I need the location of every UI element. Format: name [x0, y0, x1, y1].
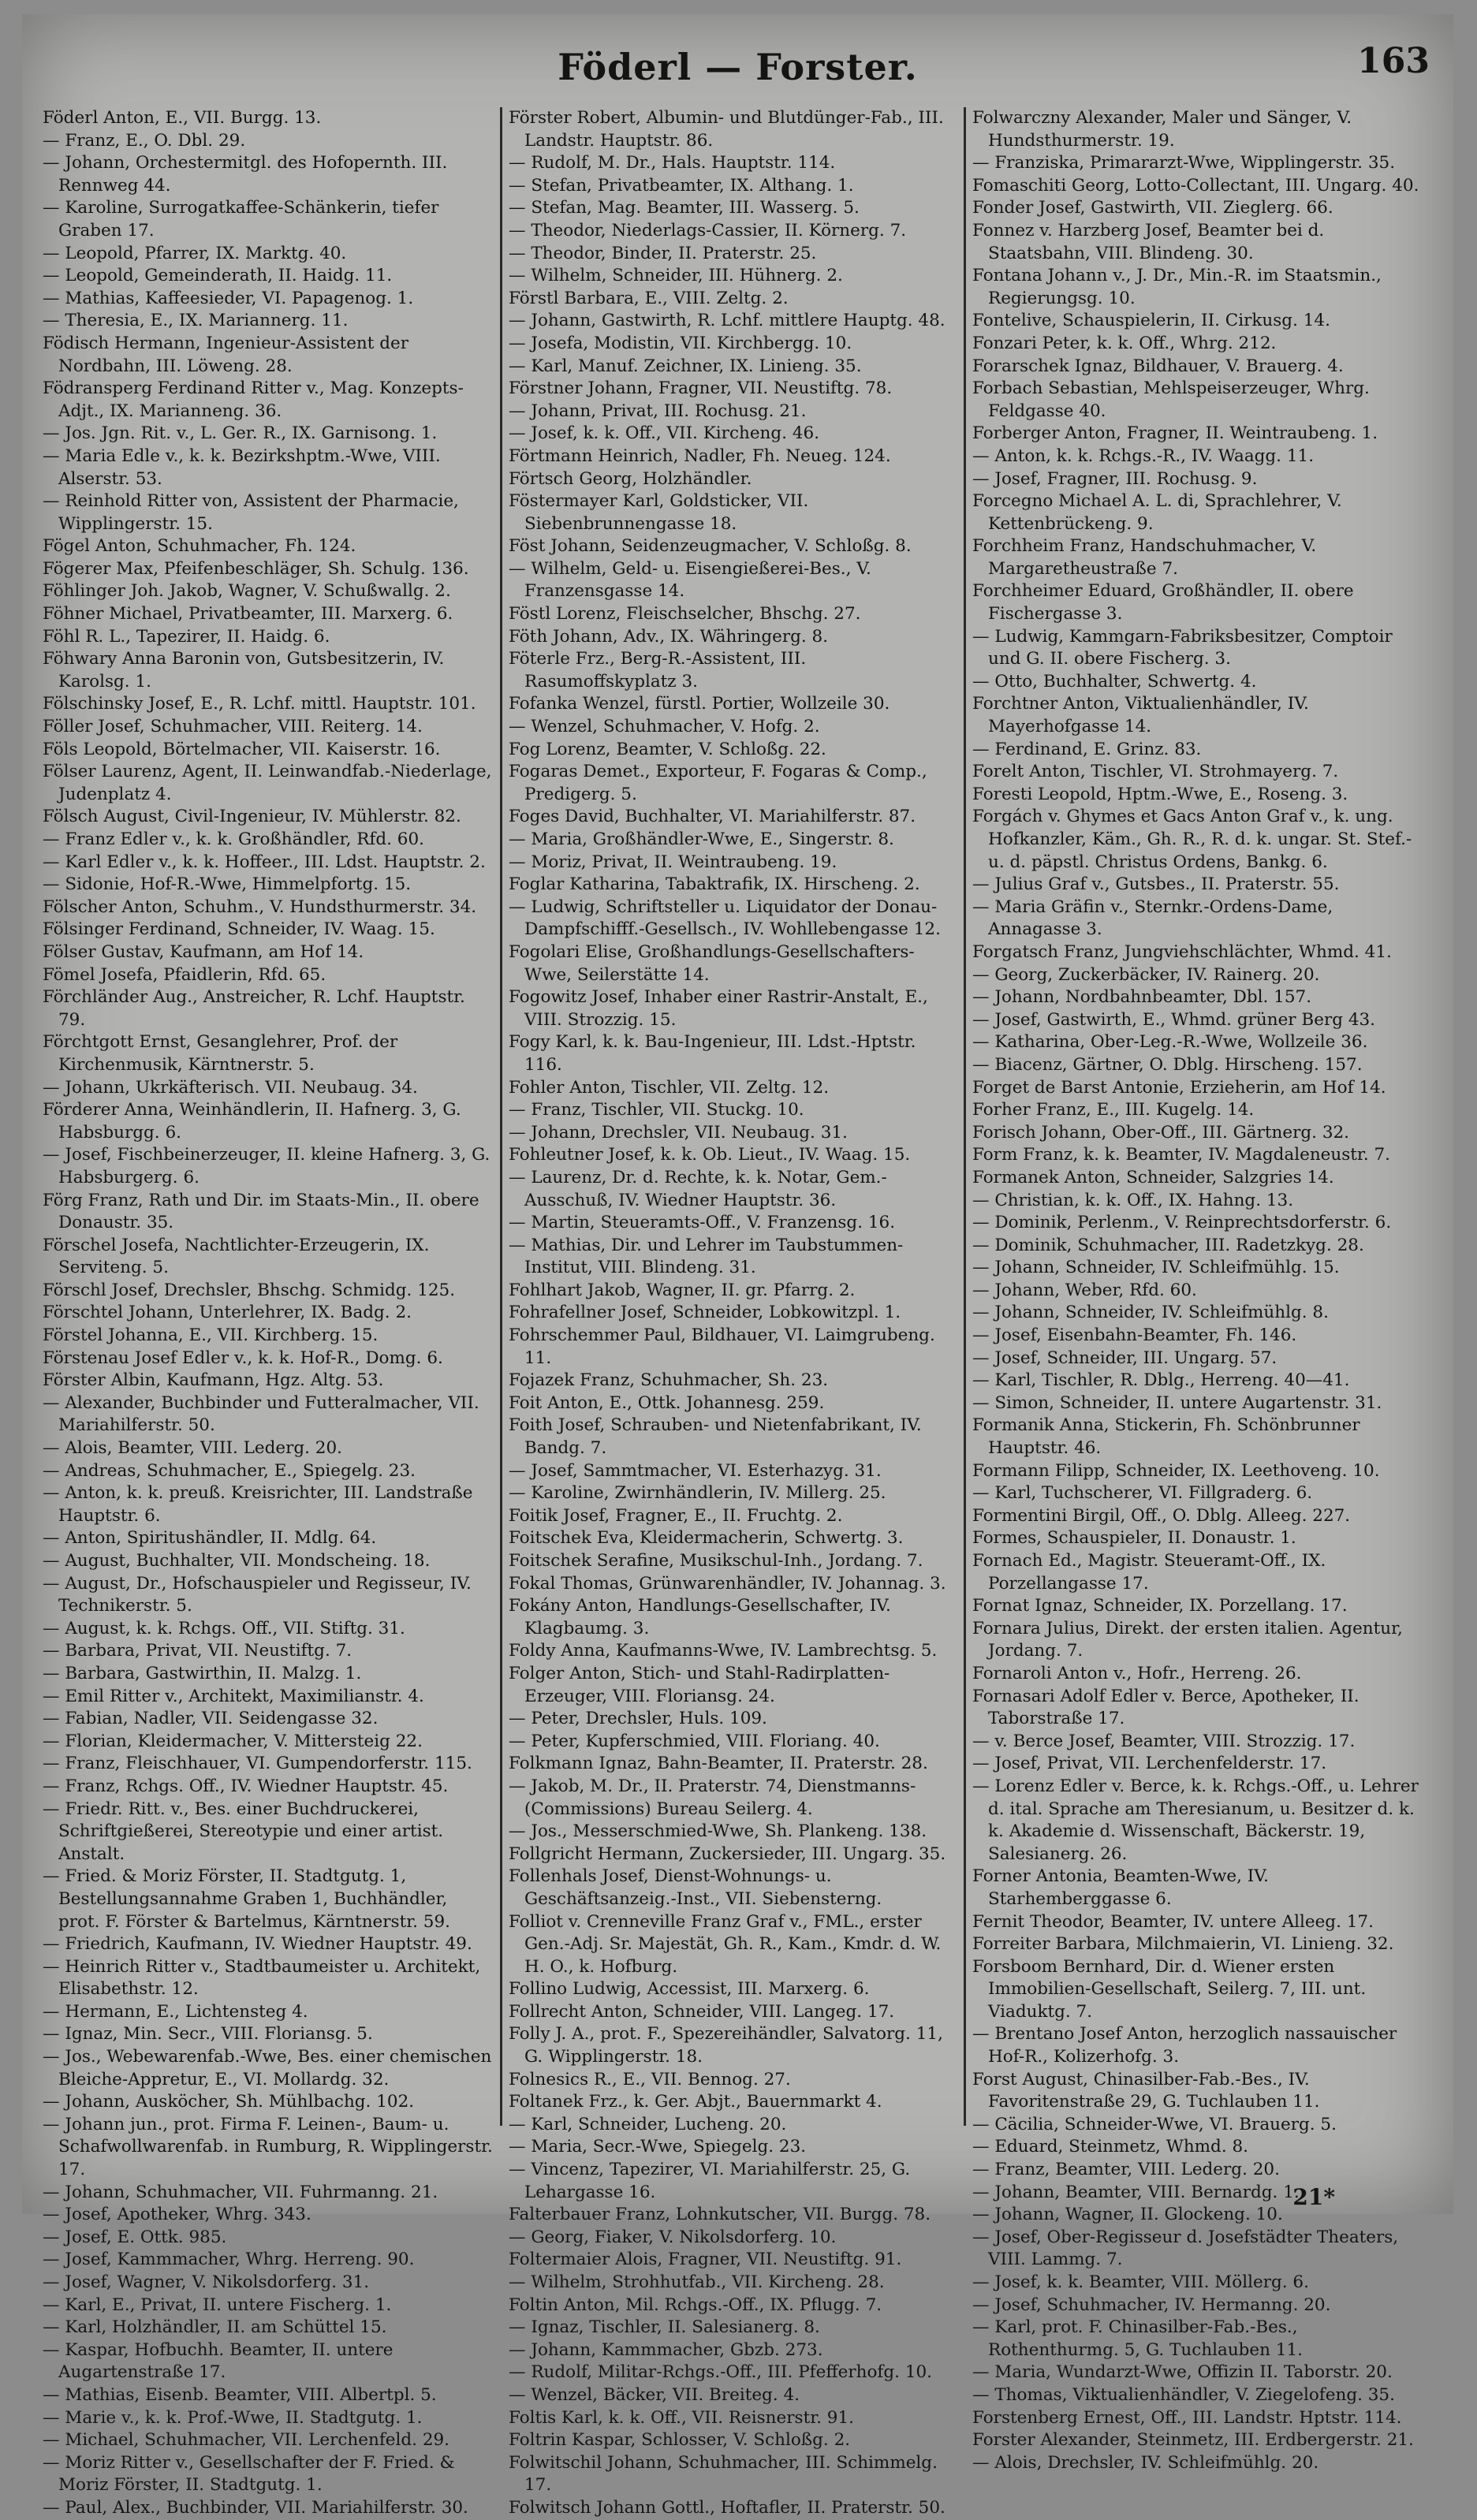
directory-entry: — Johann, Gastwirth, R. Lchf. mittlere Hauptg. 48. — [509, 311, 946, 331]
directory-entry: Forsboom Bernhard, Dir. d. Wiener ersten Immobilien-Gesellschaft, Seilerg. 7, III. unt. Viaduktg. 7. — [972, 1956, 1367, 2022]
directory-entry: Fogy Karl, k. k. Bau-Ingenieur, III. Ldst.-Hptstr. 116. — [509, 1032, 916, 1075]
directory-entry: Fömel Josefa, Pfaidlerin, Rfd. 65. — [43, 964, 326, 985]
directory-entry: Förstl Barbara, E., VIII. Zeltg. 2. — [509, 288, 789, 308]
directory-entry: — Leopold, Pfarrer, IX. Marktg. 40. — [43, 243, 347, 263]
directory-entry: Föterle Frz., Berg-R.-Assistent, III. Rasumoffskyplatz 3. — [509, 649, 807, 692]
directory-entry: — Stefan, Privatbeamter, IX. Althang. 1. — [509, 175, 854, 196]
directory-entry: — Josef, Schuhmacher, IV. Hermanng. 20. — [972, 2294, 1331, 2315]
directory-entry: — Johann, Schneider, IV. Schleifmühlg. 15. — [972, 1258, 1340, 1278]
page-title: Föderl — Forster. — [558, 46, 918, 88]
directory-entry: — Karl, Tuchscherer, VI. Fillgraderg. 6. — [972, 1483, 1313, 1504]
column-left — [36, 107, 500, 2518]
directory-entry: Forcegno Michael A. L. di, Sprachlehrer, V. Kettenbrückeng. 9. — [972, 491, 1342, 534]
directory-entry: Föst Johann, Seidenzeugmacher, V. Schloßg. 8. — [509, 536, 912, 557]
directory-entry: Foit Anton, E., Ottk. Johannesg. 259. — [509, 1392, 825, 1413]
directory-entry: — Jos., Messerschmied-Wwe, Sh. Plankeng. 138. — [509, 1821, 927, 1842]
directory-entry: — Friedr. Ritt. v., Bes. einer Buchdruckerei, Schriftgießerei, Stereotypie und einer artist. Anstalt. — [43, 1799, 444, 1864]
directory-entry: Föhl R. L., Tapezirer, II. Haidg. 6. — [43, 626, 330, 647]
directory-entry: Forchheim Franz, Handschuhmacher, V. Margaretheustraße 7. — [972, 536, 1317, 579]
directory-entry: Föhwary Anna Baronin von, Gutsbesitzerin, IV. Karolsg. 1. — [43, 649, 445, 692]
directory-entry: — Johann, Ausköcher, Sh. Mühlbachg. 102. — [43, 2092, 415, 2112]
directory-entry: Forisch Johann, Ober-Off., III. Gärtnerg. 32. — [972, 1122, 1350, 1143]
directory-entry: Foltanek Frz., k. Ger. Abjt., Bauernmarkt 4. — [509, 2092, 882, 2112]
directory-entry: — Paul, Alex., Buchbinder, VII. Mariahilferstr. 30. — [43, 2497, 468, 2518]
directory-entry: Föderl Anton, E., VII. Burgg. 13. — [43, 108, 322, 128]
directory-entry: — v. Berce Josef, Beamter, VIII. Strozzig. 17. — [972, 1731, 1356, 1751]
directory-entry: Förster Albin, Kaufmann, Hgz. Altg. 53. — [43, 1370, 384, 1391]
directory-entry: Follgricht Hermann, Zuckersieder, III. Ungarg. 35. — [509, 1843, 946, 1864]
directory-entry: — Johann, Drechsler, VII. Neubaug. 31. — [509, 1122, 848, 1143]
directory-entry: — Fried. & Moriz Förster, II. Stadtgutg. 1, Bestellungsannahme Graben 1, Buchhändler, prot. F. Förster & Bartelmus, Kärntnerstr. 59. — [43, 1866, 450, 1932]
directory-entry: Forster Alexander, Steinmetz, III. Erdbergerstr. 21. — [972, 2430, 1414, 2451]
directory-entry: — Karl, Schneider, Lucheng. 20. — [509, 2114, 787, 2134]
directory-entry: — Theodor, Binder, II. Praterstr. 25. — [509, 243, 817, 263]
directory-entry: — Josef, Ober-Regisseur d. Josefstädter Theaters, VIII. Lammg. 7. — [972, 2227, 1399, 2270]
directory-entry: — Peter, Kupferschmied, VIII. Floriang. 40. — [509, 1731, 880, 1751]
directory-entry: Fohlhart Jakob, Wagner, II. gr. Pfarrg. 2. — [509, 1280, 856, 1300]
directory-entry: Förg Franz, Rath und Dir. im Staats-Min., II. obere Donaustr. 35. — [43, 1190, 479, 1233]
directory-entry: Foitschek Serafine, Musikschul-Inh., Jordang. 7. — [509, 1551, 923, 1571]
directory-entry: Folnesics R., E., VII. Bennog. 27. — [509, 2069, 791, 2089]
directory-entry: — Theresia, E., IX. Mariannerg. 11. — [43, 311, 349, 331]
directory-entry: — Friedrich, Kaufmann, IV. Wiedner Hauptstr. 49. — [43, 1934, 472, 1955]
directory-entry: — Andreas, Schuhmacher, E., Spiegelg. 23. — [43, 1460, 416, 1481]
directory-entry: — Karl, Tischler, R. Dblg., Herreng. 40—41. — [972, 1370, 1350, 1391]
directory-entry: — Maria Gräfin v., Sternkr.-Ordens-Dame, Annagasse 3. — [972, 897, 1333, 940]
directory-entry: Forelt Anton, Tischler, VI. Strohmayerg. 7. — [972, 762, 1339, 782]
directory-entry: — Johann, Orchestermitgl. des Hofopernth. III. Rennweg 44. — [43, 153, 448, 196]
directory-entry: — Karl, E., Privat, II. untere Fischerg. 1. — [43, 2294, 392, 2315]
directory-entry: Fölscher Anton, Schuhm., V. Hundsthurmerstr. 34. — [43, 897, 477, 917]
directory-entry: Förderer Anna, Weinhändlerin, II. Hafnerg. 3, G. Habsburgg. 6. — [43, 1100, 461, 1143]
directory-columns — [36, 107, 1440, 2518]
directory-entry: — Alexander, Buchbinder und Futteralmacher, VII. Mariahilferstr. 50. — [43, 1392, 479, 1436]
directory-entry: — Hermann, E., Lichtensteg 4. — [43, 2001, 308, 2022]
directory-entry: — Franz, E., O. Dbl. 29. — [43, 130, 246, 151]
directory-entry: — Barbara, Privat, VII. Neustiftg. 7. — [43, 1641, 352, 1661]
directory-entry: Folwarczny Alexander, Maler und Sänger, V. Hundsthurmerstr. 19. — [972, 108, 1352, 151]
directory-entry: Föhlinger Joh. Jakob, Wagner, V. Schußwallg. 2. — [43, 581, 451, 602]
directory-entry: — Ignaz, Tischler, II. Salesianerg. 8. — [509, 2317, 820, 2338]
directory-entry: — Moriz Ritter v., Gesellschafter der F. Fried. & Moriz Förster, II. Stadtgutg. 1. — [43, 2452, 455, 2496]
directory-entry: — Karl, prot. F. Chinasilber-Fab.-Bes., Rothenthurmg. 5, G. Tuchlauben 11. — [972, 2317, 1304, 2360]
directory-entry: Fölser Laurenz, Agent, II. Leinwandfab.-Niederlage, Judenplatz 4. — [43, 762, 492, 804]
directory-entry: — Michael, Schuhmacher, VII. Lerchenfeld. 29. — [43, 2430, 450, 2451]
directory-entry: — Julius Graf v., Gutsbes., II. Praterstr. 55. — [972, 874, 1340, 895]
directory-entry: — Maria, Großhändler-Wwe, E., Singerstr. 8. — [509, 829, 894, 849]
directory-entry: Fornach Ed., Magistr. Steueramt-Off., IX. Porzellangasse 17. — [972, 1551, 1326, 1594]
directory-entry: — Karoline, Surrogatkaffee-Schänkerin, tiefer Graben 17. — [43, 198, 439, 240]
directory-entry: — Maria Edle v., k. k. Bezirkshptm.-Wwe, VIII. Alserstr. 53. — [43, 445, 441, 489]
directory-entry: — Josef, Schneider, III. Ungarg. 57. — [972, 1348, 1277, 1368]
directory-entry: Fornasari Adolf Edler v. Berce, Apotheker, II. Taborstraße 17. — [972, 1686, 1360, 1729]
directory-entry: Falterbauer Franz, Lohnkutscher, VII. Burgg. 78. — [509, 2205, 931, 2225]
directory-entry: — Josef, k. k. Off., VII. Kircheng. 46. — [509, 423, 820, 444]
directory-entry: Formentini Birgil, Off., O. Dblg. Alleeg. 227. — [972, 1505, 1351, 1526]
directory-entry: Foglar Katharina, Tabaktrafik, IX. Hirscheng. 2. — [509, 874, 920, 895]
column-middle — [500, 107, 964, 2518]
directory-entry: — Johann, Ukrkäfterisch. VII. Neubaug. 34. — [43, 1077, 418, 1098]
directory-entry: Fojazek Franz, Schuhmacher, Sh. 23. — [509, 1370, 829, 1391]
directory-entry: Formes, Schauspieler, II. Donaustr. 1. — [972, 1528, 1296, 1549]
directory-entry: Folger Anton, Stich- und Stahl-Radirplatten-Erzeuger, VIII. Floriansg. 24. — [509, 1663, 890, 1706]
directory-entry: Föstermayer Karl, Goldsticker, VII. Siebenbrunnengasse 18. — [509, 491, 809, 534]
directory-entry: Foitik Josef, Fragner, E., II. Fruchtg. 2. — [509, 1505, 843, 1526]
directory-entry: — Dominik, Schuhmacher, III. Radetzkyg. 28. — [972, 1235, 1364, 1255]
directory-entry: — Wilhelm, Strohhutfab., VII. Kircheng. 28. — [509, 2272, 885, 2292]
directory-entry: — Mathias, Dir. und Lehrer im Taubstummen-Institut, VIII. Blindeng. 31. — [509, 1235, 904, 1278]
directory-entry: Förchtgott Ernst, Gesanglehrer, Prof. der Kirchenmusik, Kärntnerstr. 5. — [43, 1032, 398, 1075]
directory-entry: — Jakob, M. Dr., II. Praterstr. 74, Dienstmanns-(Commissions) Bureau Seilerg. 4. — [509, 1776, 916, 1819]
directory-entry: Foith Josef, Schrauben- und Nietenfabrikant, IV. Bandg. 7. — [509, 1415, 922, 1459]
directory-entry: Folwitschil Johann, Schuhmacher, III. Schimmelg. 17. — [509, 2452, 938, 2496]
directory-entry: — Ignaz, Min. Secr., VIII. Floriansg. 5. — [43, 2024, 373, 2045]
directory-entry: Foldy Anna, Kaufmanns-Wwe, IV. Lambrechtsg. 5. — [509, 1641, 938, 1661]
directory-entry: Fohler Anton, Tischler, VII. Zeltg. 12. — [509, 1077, 830, 1098]
directory-entry: — Franz Edler v., k. k. Großhändler, Rfd. 60. — [43, 829, 425, 849]
directory-entry: — Simon, Schneider, II. untere Augartenstr. 31. — [972, 1392, 1382, 1413]
directory-entry: Forgatsch Franz, Jungviehschlächter, Whmd. 41. — [972, 941, 1392, 962]
directory-entry: Föhner Michael, Privatbeamter, III. Marxerg. 6. — [43, 604, 453, 624]
directory-entry: Forchheimer Eduard, Großhändler, II. obere Fischergasse 3. — [972, 581, 1354, 624]
directory-entry: — Johann, Kammmacher, Gbzb. 273. — [509, 2339, 823, 2360]
directory-entry: Fernit Theodor, Beamter, IV. untere Alleeg. 17. — [972, 1911, 1374, 1932]
directory-entry: — Wenzel, Bäcker, VII. Breiteg. 4. — [509, 2384, 800, 2405]
directory-entry: — Moriz, Privat, II. Weintraubeng. 19. — [509, 852, 837, 872]
directory-entry: — Franz, Fleischhauer, VI. Gumpendorferstr. 115. — [43, 1754, 472, 1774]
directory-entry: — Karl Edler v., k. k. Hoffeer., III. Ldst. Hauptstr. 2. — [43, 852, 486, 872]
directory-entry: Fornaroli Anton v., Hofr., Herreng. 26. — [972, 1663, 1302, 1683]
directory-entry: Forstenberg Ernest, Off., III. Landstr. Hptstr. 114. — [972, 2407, 1402, 2428]
directory-entry: — Johann jun., prot. Firma F. Leinen-, Baum- u. Schafwollwarenfab. in Rumburg, R. Wipplingerstr. 17. — [43, 2114, 493, 2180]
directory-entry: — Reinhold Ritter von, Assistent der Pharmacie, Wipplingerstr. 15. — [43, 491, 459, 534]
directory-entry: Fogaras Demet., Exporteur, F. Fogaras & Comp., Predigerg. 5. — [509, 762, 927, 804]
directory-entry: Förtsch Georg, Holzhändler. — [509, 468, 752, 489]
directory-entry: Föth Johann, Adv., IX. Währingerg. 8. — [509, 626, 829, 647]
directory-entry: Födisch Hermann, Ingenieur-Assistent der Nordbahn, III. Löweng. 28. — [43, 333, 409, 376]
directory-entry: — Ferdinand, E. Grinz. 83. — [972, 739, 1202, 759]
directory-entry: Forberger Anton, Fragner, II. Weintraubeng. 1. — [972, 423, 1378, 444]
directory-entry: Fokal Thomas, Grünwarenhändler, IV. Johannag. 3. — [509, 1573, 946, 1594]
directory-entry: — Josef, k. k. Beamter, VIII. Möllerg. 6. — [972, 2272, 1309, 2292]
directory-entry: Fögel Anton, Schuhmacher, Fh. 124. — [43, 536, 356, 557]
directory-entry: — Josef, E. Ottk. 985. — [43, 2227, 227, 2247]
directory-entry: — Franz, Tischler, VII. Stuckg. 10. — [509, 1100, 804, 1120]
directory-entry: Fonnez v. Harzberg Josef, Beamter bei d. Staatsbahn, VIII. Blindeng. 30. — [972, 220, 1325, 263]
directory-entry: — Leopold, Gemeinderath, II. Haidg. 11. — [43, 266, 393, 286]
directory-entry: — August, Buchhalter, VII. Mondscheing. 18. — [43, 1551, 431, 1571]
directory-entry: — Anton, k. k. Rchgs.-R., IV. Waagg. 11. — [972, 445, 1315, 466]
directory-entry: — Brentano Josef Anton, herzoglich nassauischer Hof-R., Kolizerhofg. 3. — [972, 2024, 1397, 2067]
directory-entry: — Johann, Nordbahnbeamter, Dbl. 157. — [972, 987, 1312, 1008]
directory-entry: Forbach Sebastian, Mehlspeiserzeuger, Whrg. Feldgasse 40. — [972, 378, 1370, 421]
directory-page — [22, 14, 1453, 2518]
directory-entry: — Thomas, Viktualienhändler, V. Ziegelofeng. 35. — [972, 2384, 1395, 2405]
directory-entry: Folliot v. Crenneville Franz Graf v., FML., erster Gen.-Adj. Sr. Majestät, Gh. R., Kam., Kmdr. d. W. H. O., k. Hofburg. — [509, 1911, 942, 1977]
directory-entry: — Josef, Apotheker, Whrg. 343. — [43, 2205, 311, 2225]
directory-entry: — Franz, Rchgs. Off., IV. Wiedner Hauptstr. 45. — [43, 1776, 449, 1796]
directory-entry: Fohrschemmer Paul, Bildhauer, VI. Laimgrubeng. 11. — [509, 1325, 935, 1368]
directory-entry: Fölsinger Ferdinand, Schneider, IV. Waag. 15. — [43, 919, 435, 940]
directory-entry: Fohleutner Josef, k. k. Ob. Lieut., IV. Waag. 15. — [509, 1145, 911, 1165]
directory-entry: — Georg, Zuckerbäcker, IV. Rainerg. 20. — [972, 964, 1320, 985]
directory-entry: Fog Lorenz, Beamter, V. Schloßg. 22. — [509, 739, 826, 759]
directory-entry: — Maria, Secr.-Wwe, Spiegelg. 23. — [509, 2137, 807, 2157]
directory-entry: — Josef, Fragner, III. Rochusg. 9. — [972, 468, 1258, 489]
directory-entry: Förstenau Josef Edler v., k. k. Hof-R., Domg. 6. — [43, 1348, 443, 1368]
directory-entry: Forst August, Chinasilber-Fab.-Bes., IV. Favoritenstraße 29, G. Tuchlauben 11. — [972, 2069, 1320, 2112]
directory-entry: Formanek Anton, Schneider, Salzgries 14. — [972, 1167, 1334, 1187]
directory-entry: — August, Dr., Hofschauspieler und Regisseur, IV. Technikerstr. 5. — [43, 1573, 472, 1616]
directory-entry: — Johann, Weber, Rfd. 60. — [972, 1280, 1197, 1300]
directory-entry: — Maria, Wundarzt-Wwe, Offizin II. Taborstr. 20. — [972, 2362, 1393, 2383]
directory-entry: Fokány Anton, Handlungs-Gesellschafter, IV. Klagbaumg. 3. — [509, 1596, 891, 1638]
directory-entry: Fögerer Max, Pfeifenbeschläger, Sh. Schulg. 136. — [43, 558, 469, 579]
directory-entry: Fölsch August, Civil-Ingenieur, IV. Mühlerstr. 82. — [43, 807, 461, 827]
directory-entry: — Stefan, Mag. Beamter, III. Wasserg. 5. — [509, 198, 860, 218]
directory-entry: Fontelive, Schauspielerin, II. Cirkusg. 14. — [972, 311, 1330, 331]
directory-entry: — Martin, Steueramts-Off., V. Franzensg. 16. — [509, 1213, 896, 1233]
directory-entry: Folkmann Ignaz, Bahn-Beamter, II. Praterstr. 28. — [509, 1754, 928, 1774]
directory-entry: Follrecht Anton, Schneider, VIII. Langeg. 17. — [509, 2001, 895, 2022]
directory-entry: — Otto, Buchhalter, Schwertg. 4. — [972, 671, 1257, 692]
directory-entry: Folwitsch Johann Gottl., Hoftafler, II. Praterstr. 50. — [509, 2497, 946, 2518]
directory-entry: Föstl Lorenz, Fleischselcher, Bhschg. 27. — [509, 604, 861, 624]
directory-entry: Fogolari Elise, Großhandlungs-Gesellschafters-Wwe, Seilerstätte 14. — [509, 941, 915, 985]
directory-entry: Förschtel Johann, Unterlehrer, IX. Badg. 2. — [43, 1303, 412, 1323]
directory-entry: — Dominik, Perlenm., V. Reinprechtsdorferstr. 6. — [972, 1213, 1392, 1233]
directory-entry: Foltrin Kaspar, Schlosser, V. Schloßg. 2. — [509, 2430, 851, 2451]
directory-entry: Fofanka Wenzel, fürstl. Portier, Wollzeile 30. — [509, 694, 890, 714]
directory-entry: Föls Leopold, Börtelmacher, VII. Kaiserstr. 16. — [43, 739, 441, 759]
directory-entry: Förschel Josefa, Nachtlichter-Erzeugerin, IX. Serviteng. 5. — [43, 1235, 430, 1278]
directory-entry: Forgách v. Ghymes et Gacs Anton Graf v., k. ung. Hofkanzler, Käm., Gh. R., R. d. k. ungar. St. Stef.- u. d. päpstl. Christus Ordens, Bankg. 6. — [972, 807, 1412, 872]
directory-entry: — Karl, Holzhändler, II. am Schüttel 15. — [43, 2317, 387, 2338]
directory-entry: — Emil Ritter v., Architekt, Maximilianstr. 4. — [43, 1686, 424, 1706]
directory-entry: — Franz, Beamter, VIII. Lederg. 20. — [972, 2160, 1280, 2180]
directory-entry: Follenhals Josef, Dienst-Wohnungs- u. Geschäftsanzeig.-Inst., VII. Siebensterng. — [509, 1866, 882, 1909]
page-number: 163 — [1357, 41, 1430, 81]
directory-entry: — Laurenz, Dr. d. Rechte, k. k. Notar, Gem.-Ausschuß, IV. Wiedner Hauptstr. 36. — [509, 1167, 887, 1210]
directory-entry: — Johann, Beamter, VIII. Bernardg. 1. — [972, 2182, 1300, 2202]
directory-entry: Fölschinsky Josef, E., R. Lchf. mittl. Hauptstr. 101. — [43, 694, 476, 714]
directory-entry: Forchtner Anton, Viktualienhändler, IV. Mayerhofgasse 14. — [972, 694, 1309, 737]
directory-entry: Förschl Josef, Drechsler, Bhschg. Schmidg. 125. — [43, 1280, 456, 1300]
directory-entry: — Lorenz Edler v. Berce, k. k. Rchgs.-Off., u. Lehrer d. ital. Sprache am Theresianum, u. Besitzer d. k. k. Akademie d. Wissenschaft, Bäckerstr. 19, Salesianerg. 26. — [972, 1776, 1419, 1864]
directory-entry: — Anton, k. k. preuß. Kreisrichter, III. Landstraße Hauptstr. 6. — [43, 1483, 473, 1526]
directory-entry: — August, k. k. Rchgs. Off., VII. Stiftg. 31. — [43, 1618, 405, 1638]
directory-entry: — Wenzel, Schuhmacher, V. Hofg. 2. — [509, 717, 820, 737]
directory-entry: — Theodor, Niederlags-Cassier, II. Körnerg. 7. — [509, 220, 907, 240]
directory-entry: — Jos., Webewarenfab.-Wwe, Bes. einer chemischen Bleiche-Appretur, E., VI. Mollardg. 32. — [43, 2047, 492, 2089]
directory-entry: Förstner Johann, Fragner, VII. Neustiftg. 78. — [509, 378, 893, 399]
directory-entry: — Christian, k. k. Off., IX. Hahng. 13. — [972, 1190, 1294, 1210]
sheet-signature: 21* — [1292, 2184, 1335, 2210]
directory-entry: — Kaspar, Hofbuchh. Beamter, II. untere Augartenstraße 17. — [43, 2339, 393, 2383]
directory-entry: — Johann, Schneider, IV. Schleifmühlg. 8. — [972, 1303, 1329, 1323]
directory-entry: Fomaschiti Georg, Lotto-Collectant, III. Ungarg. 40. — [972, 175, 1419, 196]
directory-entry: — Johann, Wagner, II. Glockeng. 10. — [972, 2205, 1283, 2225]
directory-entry: Födransperg Ferdinand Ritter v., Mag. Konzepts-Adjt., IX. Marianneng. 36. — [43, 378, 464, 421]
directory-entry: — Georg, Fiaker, V. Nikolsdorferg. 10. — [509, 2227, 837, 2247]
directory-entry: — Jos. Jgn. Rit. v., L. Ger. R., IX. Garnisong. 1. — [43, 423, 438, 444]
directory-entry: — Rudolf, M. Dr., Hals. Hauptstr. 114. — [509, 153, 836, 173]
directory-entry: — Barbara, Gastwirthin, II. Malzg. 1. — [43, 1663, 362, 1683]
directory-entry: — Alois, Beamter, VIII. Lederg. 20. — [43, 1438, 342, 1459]
directory-entry: Fonder Josef, Gastwirth, VII. Zieglerg. 66. — [972, 198, 1333, 218]
directory-entry: — Karl, Manuf. Zeichner, IX. Linieng. 35. — [509, 356, 862, 376]
directory-entry: Förstel Johanna, E., VII. Kirchberg. 15. — [43, 1325, 379, 1346]
directory-entry: — Mathias, Kaffeesieder, VI. Papagenog. 1. — [43, 288, 414, 308]
directory-entry: — Sidonie, Hof-R.-Wwe, Himmelpfortg. 15. — [43, 874, 412, 895]
column-right — [964, 107, 1427, 2473]
directory-entry: — Josef, Gastwirth, E., Whmd. grüner Berg 43. — [972, 1009, 1376, 1030]
directory-entry: — Johann, Privat, III. Rochusg. 21. — [509, 401, 807, 421]
directory-entry: Forner Antonia, Beamten-Wwe, IV. Starhemberggasse 6. — [972, 1866, 1269, 1909]
directory-entry: — Eduard, Steinmetz, Whmd. 8. — [972, 2137, 1249, 2157]
directory-entry: — Josef, Eisenbahn-Beamter, Fh. 146. — [972, 1325, 1297, 1346]
directory-entry: — Josef, Fischbeinerzeuger, II. kleine Hafnerg. 3, G. Habsburgerg. 6. — [43, 1145, 490, 1187]
directory-entry: — Josef, Privat, VII. Lerchenfelderstr. 17. — [972, 1754, 1327, 1774]
directory-entry: — Josef, Kammmacher, Whrg. Herreng. 90. — [43, 2250, 415, 2270]
directory-entry: Formann Filipp, Schneider, IX. Leethoveng. 10. — [972, 1460, 1380, 1481]
directory-entry: — Cäcilia, Schneider-Wwe, VI. Brauerg. 5. — [972, 2114, 1337, 2134]
directory-entry: — Josef, Sammtmacher, VI. Esterhazyg. 31. — [509, 1460, 882, 1481]
directory-entry: — Rudolf, Militar-Rchgs.-Off., III. Pfefferhofg. 10. — [509, 2362, 933, 2383]
directory-entry: Fonzari Peter, k. k. Off., Whrg. 212. — [972, 333, 1277, 353]
directory-entry: Foltermaier Alois, Fragner, VII. Neustiftg. 91. — [509, 2250, 902, 2270]
directory-entry: Follino Ludwig, Accessist, III. Marxerg. 6. — [509, 1979, 870, 2000]
directory-entry: — Anton, Spiritushändler, II. Mdlg. 64. — [43, 1528, 377, 1549]
directory-entry: — Mathias, Eisenb. Beamter, VIII. Albertpl. 5. — [43, 2384, 437, 2405]
directory-entry: — Biacenz, Gärtner, O. Dblg. Hirscheng. 157. — [972, 1054, 1363, 1075]
directory-entry: Folly J. A., prot. F., Spezereihändler, Salvatorg. 11, G. Wipplingerstr. 18. — [509, 2024, 943, 2067]
directory-entry: — Heinrich Ritter v., Stadtbaumeister u. Architekt, Elisabethstr. 12. — [43, 1956, 481, 2000]
directory-entry: Foresti Leopold, Hptm.-Wwe, E., Roseng. 3. — [972, 784, 1348, 804]
directory-entry: — Josef, Wagner, V. Nikolsdorferg. 31. — [43, 2272, 370, 2292]
directory-entry: Forget de Barst Antonie, Erzieherin, am Hof 14. — [972, 1077, 1386, 1098]
directory-entry: — Ludwig, Schriftsteller u. Liquidator der Donau-Dampfschifff.-Gesellsch., IV. Wohllebengasse 12. — [509, 897, 941, 940]
directory-entry: — Fabian, Nadler, VII. Seidengasse 32. — [43, 1709, 379, 1729]
directory-entry: Fontana Johann v., J. Dr., Min.-R. im Staatsmin., Regierungsg. 10. — [972, 266, 1382, 308]
directory-entry: — Alois, Drechsler, IV. Schleifmühlg. 20. — [972, 2452, 1319, 2473]
directory-entry: — Franziska, Primararzt-Wwe, Wipplingerstr. 35. — [972, 153, 1396, 173]
directory-entry: Form Franz, k. k. Beamter, IV. Magdaleneustr. 7. — [972, 1145, 1391, 1165]
directory-entry: Formanik Anna, Stickerin, Fh. Schönbrunner Hauptstr. 46. — [972, 1415, 1360, 1459]
directory-entry: — Karoline, Zwirnhändlerin, IV. Millerg. 25. — [509, 1483, 886, 1504]
directory-entry: Forreiter Barbara, Milchmaierin, VI. Linieng. 32. — [972, 1934, 1394, 1955]
directory-entry: Forarschek Ignaz, Bildhauer, V. Brauerg. 4. — [972, 356, 1344, 376]
directory-entry: — Josefa, Modistin, VII. Kirchbergg. 10. — [509, 333, 852, 353]
directory-entry: Fohrafellner Josef, Schneider, Lobkowitzpl. 1. — [509, 1303, 901, 1323]
directory-entry: Foltis Karl, k. k. Off., VII. Reisnerstr. 91. — [509, 2407, 854, 2428]
directory-entry: — Katharina, Ober-Leg.-R.-Wwe, Wollzeile 36. — [972, 1032, 1368, 1053]
directory-entry: — Marie v., k. k. Prof.-Wwe, II. Stadtgutg. 1. — [43, 2407, 423, 2428]
directory-entry: — Johann, Schuhmacher, VII. Fuhrmanng. 21. — [43, 2182, 438, 2202]
directory-entry: Förster Robert, Albumin- und Blutdünger-Fab., III. Landstr. Hauptstr. 86. — [509, 108, 944, 151]
directory-entry: Fölser Gustav, Kaufmann, am Hof 14. — [43, 941, 364, 962]
directory-entry: — Florian, Kleidermacher, V. Mittersteig 22. — [43, 1731, 423, 1751]
directory-entry: Fornara Julius, Direkt. der ersten italien. Agentur, Jordang. 7. — [972, 1618, 1403, 1661]
directory-entry: Fornat Ignaz, Schneider, IX. Porzellang. 17. — [972, 1596, 1348, 1616]
directory-entry: Förtmann Heinrich, Nadler, Fh. Neueg. 124. — [509, 445, 891, 466]
directory-entry: Foitschek Eva, Kleidermacherin, Schwertg. 3. — [509, 1528, 904, 1549]
directory-entry: Forher Franz, E., III. Kugelg. 14. — [972, 1100, 1255, 1120]
directory-entry: Foges David, Buchhalter, VI. Mariahilferstr. 87. — [509, 807, 916, 827]
directory-entry: Fogowitz Josef, Inhaber einer Rastrir-Anstalt, E., VIII. Strozzig. 15. — [509, 987, 928, 1030]
directory-entry: Förchländer Aug., Anstreicher, R. Lchf. Hauptstr. 79. — [43, 987, 465, 1030]
directory-entry: — Wilhelm, Geld- u. Eisengießerei-Bes., V. Franzensgasse 14. — [509, 558, 871, 602]
directory-entry: Föller Josef, Schuhmacher, VIII. Reiterg. 14. — [43, 717, 423, 737]
directory-entry: Foltin Anton, Mil. Rchgs.-Off., IX. Pflugg. 7. — [509, 2294, 882, 2315]
page-header — [22, 32, 1453, 103]
directory-entry: — Peter, Drechsler, Huls. 109. — [509, 1709, 767, 1729]
directory-entry: — Vincenz, Tapezirer, VI. Mariahilferstr. 25, G. Lehargasse 16. — [509, 2160, 911, 2202]
directory-entry: — Wilhelm, Schneider, III. Hühnerg. 2. — [509, 266, 843, 286]
directory-entry: — Ludwig, Kammgarn-Fabriksbesitzer, Comptoir und G. II. obere Fischerg. 3. — [972, 626, 1393, 669]
